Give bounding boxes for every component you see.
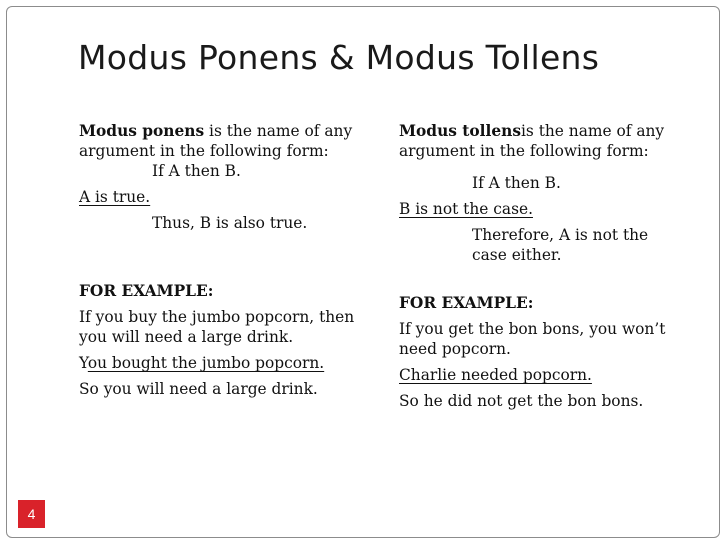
modus-ponens-example-3: So you will need a large drink. bbox=[79, 380, 318, 398]
modus-tollens-intro: is the name of any argument in the following form: bbox=[399, 122, 665, 160]
modus-ponens-example-1: If you buy the jumbo popcorn, then you will need a large drink. bbox=[79, 308, 355, 346]
modus-ponens-column bbox=[79, 121, 374, 399]
modus-tollens-premise-2: B is not the case. bbox=[399, 200, 533, 218]
page-number-badge: 4 bbox=[18, 500, 45, 528]
slide-title: Modus Ponens & Modus Tollens bbox=[78, 38, 600, 77]
modus-tollens-example-2: Charlie needed popcorn. bbox=[399, 366, 592, 384]
modus-ponens-intro: is the name of any argument in the following form: bbox=[79, 122, 353, 160]
modus-ponens-term: Modus ponens bbox=[79, 122, 205, 140]
modus-ponens-example-2: You bought the jumbo popcorn. bbox=[79, 354, 325, 372]
modus-ponens-conclusion: Thus, B is also true. bbox=[152, 214, 308, 232]
modus-ponens-definition bbox=[79, 121, 374, 161]
modus-tollens-example-3: So he did not get the bon bons. bbox=[399, 392, 644, 410]
modus-tollens-conclusion: Therefore, A is not the case either. bbox=[472, 226, 649, 264]
modus-tollens-example-heading: FOR EXAMPLE: bbox=[399, 294, 534, 312]
modus-ponens-example-heading: FOR EXAMPLE: bbox=[79, 282, 214, 300]
modus-tollens-example-1: If you get the bon bons, you won’t need popcorn. bbox=[399, 320, 666, 358]
modus-ponens-premise-2: A is true. bbox=[79, 188, 151, 206]
modus-tollens-definition bbox=[399, 121, 694, 161]
modus-tollens-premise-1: If A then B. bbox=[472, 174, 561, 192]
modus-tollens-term: Modus tollens bbox=[399, 122, 521, 140]
modus-tollens-column bbox=[399, 121, 694, 411]
modus-ponens-premise-1: If A then B. bbox=[152, 162, 241, 180]
